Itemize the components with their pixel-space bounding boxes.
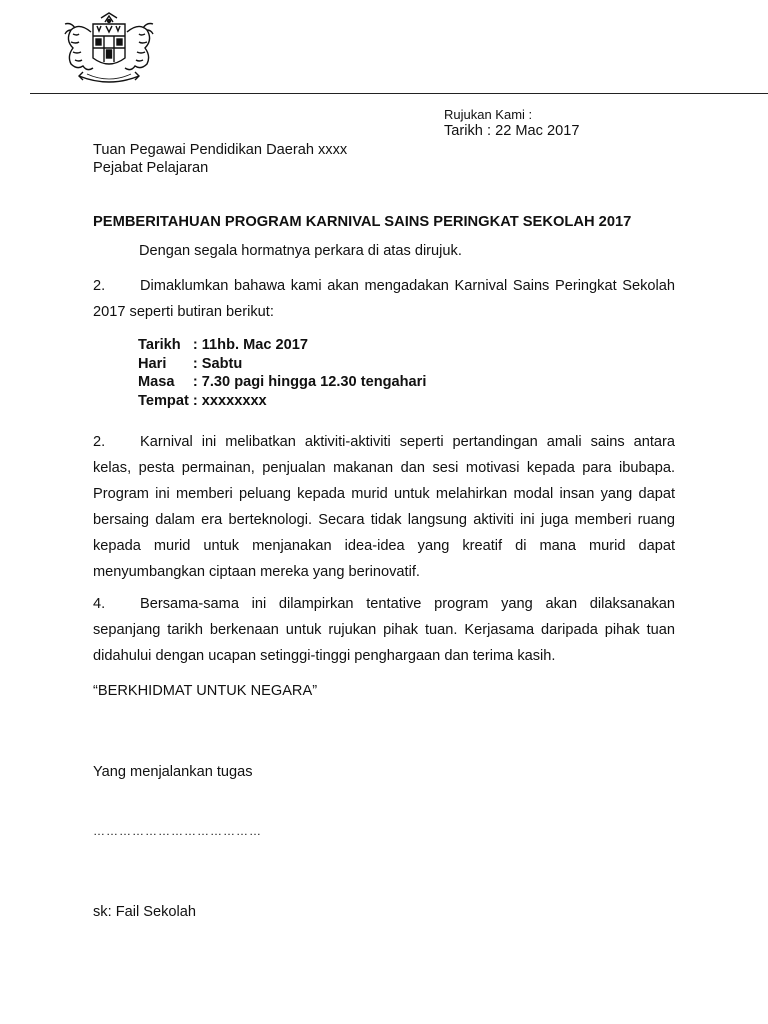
signature-line: ………………………………… (93, 824, 262, 838)
recipient-line-1: Tuan Pegawai Pendidikan Daerah xxxx (93, 142, 348, 158)
detail-row (138, 373, 426, 392)
paragraph-4 (93, 591, 675, 669)
carbon-copy: sk: Fail Sekolah (93, 904, 197, 920)
paragraph-text: Karnival ini melibatkan aktiviti-aktiviti seperti pertandingan amali sains antara kelas, pesta permainan, penjualan makanan dan sesi motivasi kepada para ibubapa. Program ini memberi peluang kepada murid untuk melahirkan modal insan yang dapat bersaing dalam era berteknologi. Secara tidak langsung aktiviti ini juga memberi ruang kepada murid untuk menjanakan idea-idea yang kreatif di mana murid dapat menyumbangkan ciptaan mereka yang berinovatif. (93, 434, 675, 580)
letter-date: Tarikh : 22 Mac 2017 (444, 123, 580, 139)
detail-label: Hari (138, 355, 167, 372)
detail-row (138, 336, 426, 355)
detail-row (138, 392, 426, 411)
greeting: Dengan segala hormatnya perkara di atas dirujuk. (139, 243, 462, 259)
reference-number: Rujukan Kami : (444, 107, 533, 122)
closing-line: Yang menjalankan tugas (93, 764, 253, 780)
malaysia-coat-of-arms-icon (57, 12, 161, 90)
letter-subject: PEMBERITAHUAN PROGRAM KARNIVAL SAINS PERINGKAT SEKOLAH 2017 (93, 214, 632, 230)
detail-row (138, 355, 426, 374)
detail-label: Masa (138, 374, 175, 390)
detail-label: Tarikh (138, 337, 181, 353)
detail-value: : xxxxxxxx (192, 392, 267, 409)
paragraph-number: 4. (93, 596, 106, 612)
paragraph-text: Dimaklumkan bahawa kami akan mengadakan Karnival Sains Peringkat Sekolah 2017 seperti butiran berikut: (93, 278, 675, 320)
header-rule (30, 93, 768, 94)
detail-value: : 7.30 pagi hingga 12.30 tengahari (192, 374, 427, 390)
paragraph-number: 2. (93, 434, 106, 450)
paragraph-number: 2. (93, 278, 106, 294)
event-details (138, 336, 426, 410)
detail-label: Tempat (138, 392, 189, 409)
motto: “BERKHIDMAT UNTUK NEGARA” (93, 683, 318, 699)
recipient-line-2: Pejabat Pelajaran (93, 160, 209, 176)
detail-value: : 11hb. Mac 2017 (192, 337, 309, 353)
paragraph-2 (93, 273, 675, 325)
paragraph-2b (93, 429, 675, 585)
paragraph-text: Bersama-sama ini dilampirkan tentative program yang akan dilaksanakan sepanjang tarikh berkenaan untuk rujukan pihak tuan. Kerjasama daripada pihak tuan didahului dengan ucapan setinggi-tinggi penghargaan dan terima kasih. (93, 596, 675, 664)
detail-value: : Sabtu (192, 355, 243, 372)
